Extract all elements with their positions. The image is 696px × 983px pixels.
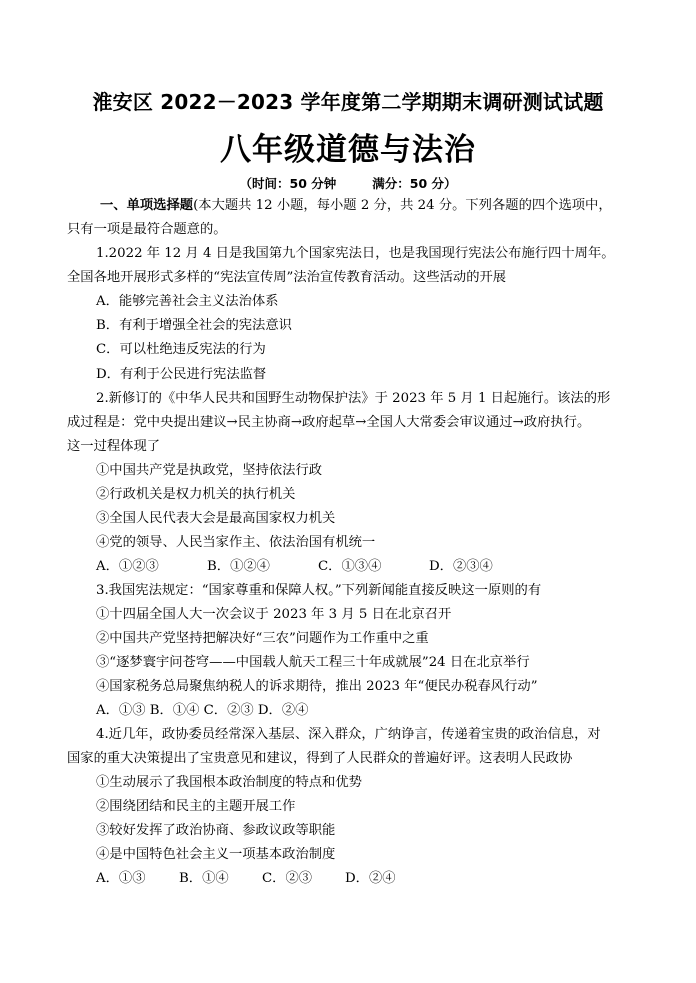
- q2-stem-line2: 成过程是：党中央提出建议→民主协商→政府起草→全国人大常委会审议通过→政府执行。: [67, 415, 591, 430]
- section-heading: 一、单项选择题: [100, 198, 194, 213]
- q4-option-b: B．①④: [179, 871, 229, 886]
- q2-statement-4: ④党的领导、人民当家作主、依法治国有机统一: [96, 535, 376, 550]
- q1-option-d: D．有利于公民进行宪法监督: [96, 367, 267, 382]
- q4-stem-line1: 4.近几年，政协委员经常深入基层、深入群众，广纳诤言，传递着宝贵的政治信息，对: [96, 727, 601, 742]
- q3-statement-4: ④国家税务总局聚焦纳税人的诉求期待，推出 2023 年“便民办税春风行动”: [96, 679, 538, 694]
- q3-statement-3: ③“逐梦寰宇问苍穹——中国载人航天工程三十年成就展”24 日在北京举行: [96, 655, 530, 670]
- q2-stem-line1: 2.新修订的《中华人民共和国野生动物保护法》于 2023 年 5 月 1 日起施行。该法的形: [96, 391, 611, 406]
- q2-statement-1: ①中国共产党是执政党，坚持依法行政: [96, 463, 323, 478]
- section-heading-line: [100, 197, 612, 215]
- exam-meta: [0, 174, 696, 192]
- q2-option-a: A．①②③: [96, 559, 159, 574]
- q2-option-b: B．①②④: [207, 559, 270, 574]
- q3-stem-line1: 3.我国宪法规定：“国家尊重和保障人权。”下列新闻能直接反映这一原则的有: [96, 583, 542, 598]
- q1-option-b: B．有利于增强全社会的宪法意识: [96, 318, 292, 333]
- q1-option-c: C．可以杜绝违反宪法的行为: [96, 342, 266, 357]
- q2-statement-2: ②行政机关是权力机关的执行机关: [96, 487, 296, 502]
- section-instructions-cont: 只有一项是最符合题意的。: [67, 222, 227, 237]
- q4-statement-2: ②围绕团结和民主的主题开展工作: [96, 799, 296, 814]
- q1-stem-line2: 全国各地开展形式多样的“宪法宣传周”法治宣传教育活动。这些活动的开展: [67, 270, 507, 285]
- q4-statement-4: ④是中国特色社会主义一项基本政治制度: [96, 847, 336, 862]
- q3-statement-2: ②中国共产党坚持把解决好“三农”问题作为工作重中之重: [96, 631, 429, 646]
- q2-option-d: D．②③④: [429, 559, 493, 574]
- q2-statement-3: ③全国人民代表大会是最高国家权力机关: [96, 511, 336, 526]
- q3-statement-1: ①十四届全国人大一次会议于 2023 年 3 月 5 日在北京召开: [96, 607, 452, 622]
- exam-time: （时间：50 分钟: [239, 176, 337, 191]
- q1-stem-line1: 1.2022 年 12 月 4 日是我国第九个国家宪法日，也是我国现行宪法公布施行四十周年。: [96, 246, 615, 261]
- q4-statement-3: ③较好发挥了政治协商、参政议政等职能: [96, 823, 336, 838]
- q4-statement-1: ①生动展示了我国根本政治制度的特点和优势: [96, 775, 362, 790]
- q4-option-a: A．①③: [96, 871, 146, 886]
- q2-stem-line3: 这一过程体现了: [67, 439, 161, 454]
- q1-option-a: A．能够完善社会主义法治体系: [96, 294, 279, 309]
- subject-title: 八年级道德与法治: [220, 132, 476, 168]
- exam-title: 淮安区 2022－2023 学年度第二学期期末调研测试试题: [92, 90, 604, 114]
- q4-option-c: C．②③: [262, 871, 313, 886]
- q3-options: A．①③ B．①④ C．②③ D．②④: [96, 703, 309, 718]
- q4-stem-line2: 国家的重大决策提出了宝贵意见和建议，得到了人民群众的普遍好评。这表明人民政协: [67, 751, 573, 766]
- section-instructions: (本大题共 12 小题，每小题 2 分，共 24 分。下列各题的四个选项中，: [193, 198, 612, 213]
- exam-score: 满分：50 分）: [372, 176, 457, 191]
- q2-option-c: C．①③④: [318, 559, 382, 574]
- q4-option-d: D．②④: [345, 871, 396, 886]
